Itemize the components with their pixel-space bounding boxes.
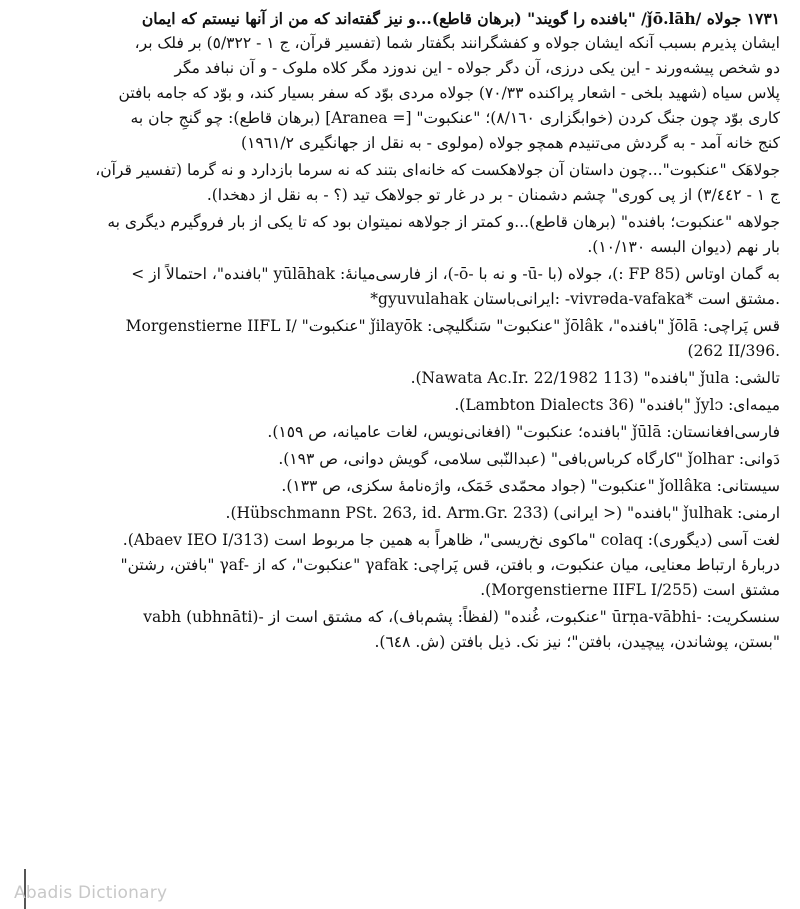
subentry-line: جولاهه "عنکبوت؛ بافنده" (برهان قاطع)...و کمتر از جولاهه نمیتوان بود که تا یکی از بار فروگیرم دیگری به <box>107 213 780 231</box>
cognate-line: لغت آسی (دیگوری): colaq "ماکوی نخ‌ریسی"، ظاهراً به همین جا مربوط است (Abaev IEO I/313). <box>122 531 780 549</box>
etymology-line: به گمان اوتاس (FP 85 :)، جولاه (با -ū- و نه با -ō-)، از فارسی‌میانهٔ: yūlāhak "بافنده"، احتمالاً از > <box>131 265 780 283</box>
cognate-line: سنسکریت: -ūrṇa-vābhi "عنکبوت، غُنده" (لفظاً: پشم‌باف)، که مشتق است از -vabh (ubhnāti) <box>143 608 780 626</box>
cognate-line: دَوانی: ǰolhar "کارگاه کرباس‌بافی" (عبدالنّبی سلامی، گویش دوانی، ص ١٩٣). <box>278 450 780 468</box>
text-line: مشتق است (Morgenstierne IIFL I/255). <box>480 581 780 599</box>
text-line: دربارهٔ ارتباط معنایی، میان عنکبوت، و بافتن، قس پَراچی: γafak "عنکبوت"، که از -γaf "بافتن، رشتن" <box>120 556 780 574</box>
text-line: پلاس سیاه (شهید بلخی - اشعار پراکنده ٧٠/٣٣) جولاه مردی بوّد که سفر بسیار کند، و بوّد که جامه بافتن <box>118 84 780 102</box>
dictionary-page <box>18 6 780 886</box>
cognate-line: سیستانی: ǰollâka "عنکبوت" (جواد محمّدی خَمَک، واژه‌نامهٔ سکزی، ص ١٣٣). <box>281 477 780 495</box>
cognate-line: میمه‌ای: ǰylɔ "بافنده" (Lambton Dialects 36). <box>454 396 780 414</box>
text-line: (262 II/396. <box>687 342 780 360</box>
cognate-line: قس پَراچی: ǰōlā "بافنده"، ǰōlâk "عنکبوت" سَنگلیچی: ǰilayōk "عنکبوت" /Morgenstierne IIFL I <box>125 317 780 335</box>
text-line: *gyuvulahak ایرانی‌باستان: -vivrǝda-vafaka* مشتق است. <box>370 290 780 308</box>
text-line: ج ١ - ٣/٤٤٢) از پی کوری" چشم دشمنان - بر در غار تو جولاهک تید (؟ - به نقل از دهخدا). <box>206 186 780 204</box>
watermark-text: Abadis Dictionary <box>14 883 168 903</box>
subentry-line: جولاهَک "عنکبوت"...چون داستان آن جولاهکست که خانه‌ای بتند که نه سرما بازدارد و نه گرما (تفسیر قرآن، <box>95 161 780 179</box>
text-line: کاری بوّد چون جنگ کردن (خوابگزاری ٨/١٦٠)؛ "عنکبوت" [= Aranea] (برهان قاطع): چو گنجِ جان به <box>130 109 780 127</box>
cognate-line: تالشی: ǰula "بافنده" (Nawata Ac.Ir. 22/1982 113). <box>410 369 780 387</box>
text-line: دو شخص پیشه‌ورند - این یکی درزی، آن دگر جولاه - این ندوزد مگر کلاه ملوک - و آن نبافد مگر <box>174 59 780 77</box>
text-line: "بستن، پوشاندن، پیچیدن، بافتن"؛ نیز نک. ذیل بافتن (ش. ٦٤٨). <box>374 633 780 651</box>
text-line: ایشان پذیرم بسبب آنکه ایشان جولاه و کفشگرانند بگفتار شما (تفسیر قرآن، ج ١ - ٥/٣٢٢) بر فلک بر، <box>134 34 780 52</box>
cognate-line: ارمنی: ǰulhak "بافنده" (< ایرانی) (Hübschmann PSt. 263, id. Arm.Gr. 233). <box>225 504 780 522</box>
cognate-line: فارسی‌افغانستان: ǰūlā "بافنده؛ عنکبوت" (افغانی‌نویس، لغات عامیانه، ص ١٥٩). <box>267 423 780 441</box>
entry-header-line: ١٧٣١ جولاه /ǰō.lāh/ "بافنده را گویند" (برهان قاطع)...و نیز گفته‌اند که من از آنها نیستم که ایمان <box>141 9 780 28</box>
text-line: بار نهم (دیوان البسه ١٠/١٣٠). <box>587 238 780 256</box>
text-line: کنج خانه آمد - به گردش می‌تنیدم همچو جولاه (مولوی - به نقل از جهانگیری ١٩٦١/٢) <box>241 134 780 152</box>
